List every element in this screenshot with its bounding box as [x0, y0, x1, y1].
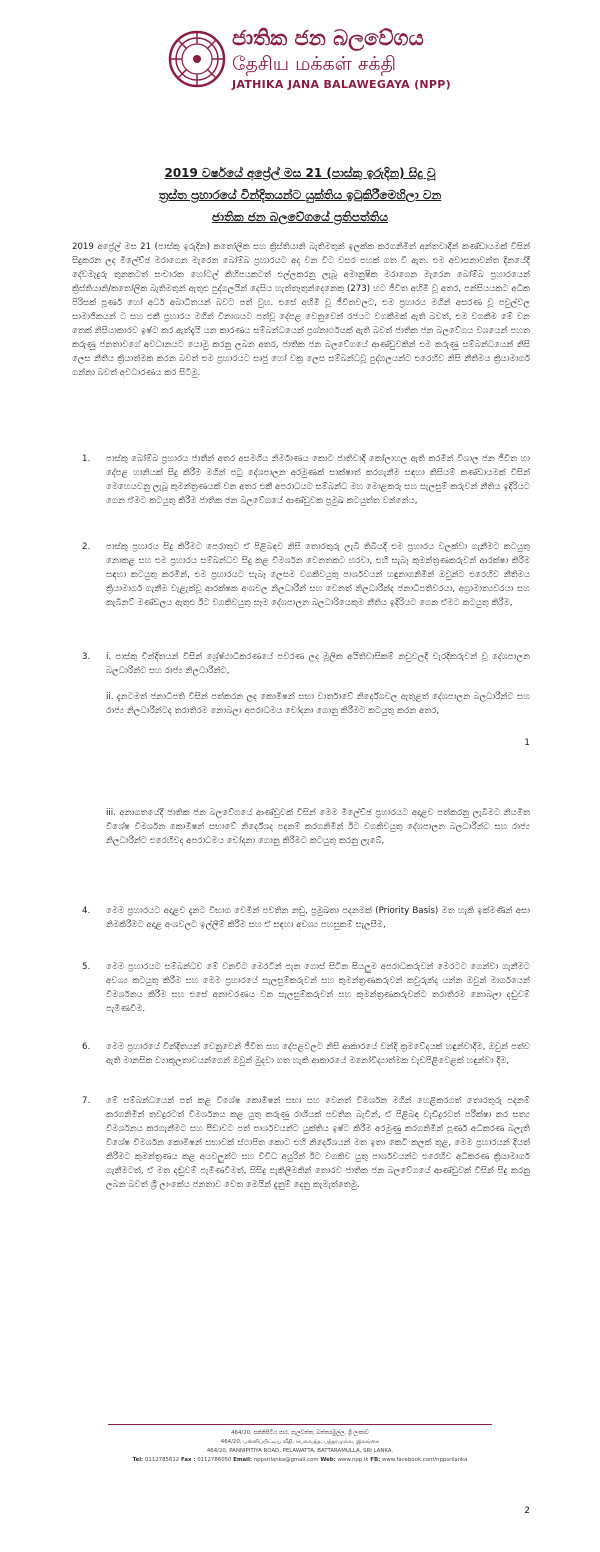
- fax-label: Fax :: [180, 1457, 196, 1463]
- page-number: 1: [524, 738, 530, 748]
- list-item-text: මෙම ප්‍රහාරයට අදාළව දැනට විභාග වෙමින් පවතින නඩු, ප්‍රමුඛතා පදනමක් (Priority Basis) මත හැකි ඉක්මණින් අසා නිමකිරීමට අදාළ අංශවලට ඉල්ලීම් කිරීම සහ ඒ සඳහා අවශ්‍ය පහසුකම් සැලසීම,: [106, 906, 530, 930]
- list-item-text: මෙම ප්‍රහාරයට සම්බන්ධව මේ වනවිට මෙරටින් පැන ගොස් සිටින සියලුම අපරාධකරුවන් මෙරටට ගෙන්වා ගැනීමට අවශ්‍ය කටයුතු කිරීම සහ මෙම ප්‍රහාරයේ සැලසුම්කරුවන් සහ කුමන්ත්‍රණකරුවන් කවුරුන්ද යන්න ඔවුන් මාර්ගයෙන් විමර්ශනය කිරීම සහ එසේ අනාවරණය වන සැලසුම්කරුවන් සහ කුමන්ත්‍රණකරුවන්ට තරාතිරම නොබලා දඬුවම් පැමිණවීම.: [106, 962, 530, 1014]
- npp-logo-icon: [168, 30, 226, 88]
- title-line-3: ජාතික ජන බලවේගයේ ප්‍රතිපත්තිය: [212, 210, 388, 224]
- list-item-text: පාස්කු ප්‍රහාරය සිදු කිරීමට පෙරාතුව ඒ පිළිබඳව නිසි තොරතුරු ලැබී තිබියදී එම ප්‍රහාරය වලක්වා ගැනීමට කටයුතු නොකළ සහ එම ප්‍රහාරය සම්බන්ධව සිදු කළ විමර්ශන වෙනතකට හරවා, එහි සැබෑ කුමන්ත්‍රණකරුවන් ආරක්ෂා කිරීම සඳහා කටයුතු කරමින්, එම ප්‍රහාරයට සැබෑ ලෙසම වගකිවයුතු පාර්ශවයන් හඳුනාගනිමින් ඔවුන්ට එරෙහිව නීතිමය ක්‍රියාමාර්ග ගැනීම වැළැක්වූ ආරක්ෂක අංශවල නිලධාරීන් සහ වෙනත් නිලධාරීන්ද ජනාධිපතිවරයා, අග්‍රාමාත්‍යවරයා සහ කැබිනට් මණ්ඩලය ඇතුළු ඊට වගකිවයුතු සෑම දේශපාලන බලධාරියෙකුම නීතිය ඉදිරියට ගෙන ඒමට කටයුතු කිරීම,: [106, 542, 530, 608]
- title-line-2: ත්‍රස්ත ප්‍රහාරයේ වින්දිතයන්ට යුක්තිය ඉටුකිරීමෙහිලා වන: [158, 188, 442, 202]
- list-item-text: පාස්කු බෝම්බ ප්‍රහාරය ජාතීන් අතර අසමගිය නිර්මාණය කොට ජාතිවාදී කෝලාහල ඇති කරමින් විශාල ජන ජීවිත හා දේපළ හානියක් සිදු කිරීම මගින් පටු දේශපාලන අරමුණක් සාක්ෂාත් කරගැනීම සඳහා කිසියම් කණ්ඩායමක් විසින් මෙහෙයවනු ලැබූ කුමන්ත්‍රණයක් වන අතර එකී අපරාධයට සම්බන්ධ මහ මොළකරු සහ සැලසුම් කරුවන් නීතිය ඉදිරියට ගෙන ඒමට කටයුතු කිරීම ජාතික ජන බලවේගයේ ආණ්ඩුවක ප්‍රමුඛ කටයුත්ත වන්නේය,: [106, 454, 530, 506]
- list-item-1: [82, 452, 530, 508]
- logo-text-english: JATHIKA JANA BALAWEGAYA (NPP): [232, 78, 451, 91]
- email-label: Email:: [233, 1457, 252, 1463]
- intro-paragraph: 2019 අප්‍රේල් මස 21 (පාස්කු ඉරුදින) කතෝලික සහ ක්‍රිස්තියානි බැතිමතුන් ඉලක්ක කරගනිමින් අන්තවාදීන් කණ්ඩායමක් විසින් සිදුකරන ලද මිලේච්ඡ මරාගෙන මැරෙන බෝම්බ ප්‍රහාරයට අද වන විට වසර පහක් ගත වී ඇත. එම අවාසනාවන්ත දිනයේදී දේවමැදුරු තුනකටත් සංචාරක හෝටල් කිහිපයකටත් එල්ලකරනු ලැබූ අමානුෂික මරාගෙන මැරෙන බෝම්බ ප්‍රහාරයෙන් ක්‍රිස්තියානි/කතෝලික බැතිමතුන් ඇතුළු පුද්ගලයින් දෙසිය හැත්තෑතුන්දෙනෙකු (273) හට ජීවිත අහිමි වූ අතර, පන්සියයකට අධික පිරිසක් පූර්ණ හෝ අර්ධ අබාධිතයන් බවට පත් වුහ. එසේ අහිමි වූ ජීවිතවලට, එම ප්‍රහාරය මගින් අසරණ වූ පවුල්වල සාමාජිකයන් ට සහ එකී ප්‍රහාරය මගින් විනාශයට පත්වූ දේපළ වෙනුවෙන් රජයට වගකීමක් ඇති බවත්, එම වගකීම මේ වන තෙක් නිසියාකාරව ඉෂ්ට කර ඇත්දැයි යන කාරණය සම්බන්ධයෙන් ප්‍රශ්නාර්ථයක් ඇති බවත් ජාතික ජන බලවේගය වශයෙන් පහත කරුණු ජනතාවගේ අවධානයට යොමු කරනු ලබන අතර, ජාතික ජන බලවේගයේ ආණ්ඩුවකින් එම කරුණු සම්බන්ධයෙන් නිසි ලෙස නීතිය ක්‍රියාත්මක කරන බවත් එම ප්‍රහාරයට සෘජු හෝ වක්‍ර ලෙස සම්බන්ධවූ පුද්ගලයන්ට එරෙහිව නිසි නීතිමය ක්‍රියාමාර්ග ගන්නා බවත් අවධාරණය කර සිටිමු.: [72, 242, 530, 378]
- list-item-7: [82, 1094, 530, 1192]
- web-link[interactable]: www.npp.lk: [337, 1457, 369, 1463]
- letterhead: [168, 24, 468, 108]
- facebook-link[interactable]: www.facebook.com/nppsrilanka: [381, 1457, 468, 1463]
- list-item-6: [82, 1040, 530, 1068]
- footer-address-tamil: 464/20, பன்னிப்பிட்டிய வீதி, பெலவத்த, பத்தரமுல்ல, இலங்கை: [220, 1439, 380, 1445]
- document-title: [80, 162, 520, 228]
- sub-item-ii: ii. දැනටමත් ජනාධිපති විසින් පත්කරන ලද කොමිෂන් සභා වාර්තාවේ නිර්දේශවල ඇතුළත් දේශපාලන බලධාරීන්ට සහ රාජ්‍ය නිලධාරීන්ටද තරාතිරම නොබලා අපරාධමය චෝදනා ගොනු කිරීමට කටයුතු කරන අතර,: [106, 692, 530, 716]
- footer-address-sinhala: 464/20, පන්නිපිටිය පාර, පැලවත්ත, බත්තරමුල්ල, ශ්‍රී ලංකාව: [231, 1430, 369, 1436]
- fax-number: 0112786050: [197, 1457, 232, 1463]
- title-line-1: 2019 වර්ෂයේ අප්‍රේල් මස 21 (පාස්කු ඉරුදින) සිදු වූ: [164, 166, 436, 180]
- sub-item-iii: iii. අනාගතයේදී ජාතික ජන බලවේගයේ ආණ්ඩුවක් විසින් මෙම මිලේච්ඡ ප්‍රහාරයට අදාළව පත්කරනු ලැබීමට නියමිත විශේෂ විමර්ශන කොමිෂන් සභාවේ නිර්දේශද පදනම් කරගනිමින් ඊට වගකිවයුතු දේශපාලන බලධාරීන්ට සහ රාජ්‍ය නිලධාරීන්ට එරෙහිවද අපරාධමය චෝදනා ගොනු කිරීමට කටයුතු කරනු ලැබේ,: [106, 808, 530, 846]
- list-item-number: 3.: [82, 652, 91, 662]
- list-item-number: 1.: [82, 454, 91, 464]
- web-label: Web:: [320, 1457, 336, 1463]
- footer-contact-line: [108, 1456, 492, 1465]
- email-link[interactable]: nppsrilanka@gmail.com: [253, 1457, 319, 1463]
- list-item-number: 5.: [82, 962, 91, 972]
- list-item-text: මේ සම්බන්ධයෙන් පත් කළ විශේෂ කොමිෂන් සභා සහ වෙනත් විමර්ශන මගින් හෙළිකරගත් තොරතුරු පදනම් කරගනිමින් තවදුරටත් විමර්ශනය කළ යුතු කරුණු රාශියක් පවතින බැවින්, ඒ පිළිබඳ වැඩිදුරටත් පරීක්ෂා කර සත්‍ය විමර්ශනය කරගැනීමට සහ පීඩාවට පත් පාර්ශවයන්ට යුක්තිය ඉෂ්ට කිරීම අරමුණු කරගනිමින් පූර්ණ අධිකරණ බලැති විශේෂ විමර්ශන කොමිෂන් සභාවක් ස්ථාපිත කොට එහි නිර්දේශයන් මත ඉතා කෙටි කලක් තුළ, මෙම ප්‍රහාරයන් දියත් කිරීමට කුමන්ත්‍රණය කළ අයවලුන්ට සහ විවිධ අයුරින් ඊට වගකිව යුතු පාර්ශවයන්ට එරෙහිව අධිකරණ ක්‍රියාමාර්ග ගැනීමටත්, ඒ මත දඬුවම් පැමිණවීමත්, සිසිදු පැකිලීමකින් තොරව ජාතික ජන බලවේගයේ ආණ්ඩුවක් විසින් සිදු කරනු ලබන බවත් ශ්‍රී ලාංකේය ජනතාව වෙත මෙයින් දැනුම් දෙනු කැමැත්තෙමු.: [106, 1096, 530, 1190]
- footer-address-english: 464/20, PANNIPITIYA ROAD, PELAWATTA, BATTARAMULLA, SRI LANKA.: [206, 1448, 394, 1454]
- list-item-3: [82, 650, 530, 678]
- tel-label: Tel:: [132, 1457, 144, 1463]
- fb-label: FB:: [370, 1457, 381, 1463]
- logo-text-tamil: தேசிய மக்கள் சக்தி: [232, 53, 397, 75]
- list-item-number: 7.: [82, 1096, 91, 1106]
- list-item-number: 2.: [82, 542, 91, 552]
- list-item-4: [82, 904, 530, 932]
- list-item-text: මෙම ප්‍රහාරයේ වින්දිතයන් වෙනුවෙන් ජීවිත සහ දේපළවලට නිසි ආකාරයේ වන්දි ක්‍රමවේදයක් හඳුන්වාදීම, ඔවුන් පත්ව ඇති මානසික ව්‍යාකූලතාවයන්ගෙන් ඔවුන් මුදවා ගත හැකි ආකාරයේ මනෝවිද්‍යාත්මක වැඩපිළිවෙළක් හඳුන්වා දීම,: [106, 1042, 530, 1066]
- list-item-2: [82, 540, 530, 610]
- list-item-5: [82, 960, 530, 1016]
- list-item-number: 4.: [82, 906, 91, 916]
- list-item-text: i. පාස්කු වින්දිතයන් විසින් ශ්‍රේෂ්ඨාධිකරණයේ පවරණ ලද මූලික අයිතිවාසිකම් නඩුවලදී වැරදිකරුවන් වූ දේශපාලන බලධාරීන්ට සහ රාජ්‍ය නිලධාරීන්ට,: [106, 652, 530, 676]
- logo-text-sinhala: ජාතික ජන බලවේගය: [232, 26, 424, 50]
- letterhead-footer: [108, 1424, 492, 1465]
- list-item-number: 6.: [82, 1042, 91, 1052]
- page-number: 2: [524, 1506, 530, 1516]
- tel-number: 0112785612: [144, 1457, 180, 1463]
